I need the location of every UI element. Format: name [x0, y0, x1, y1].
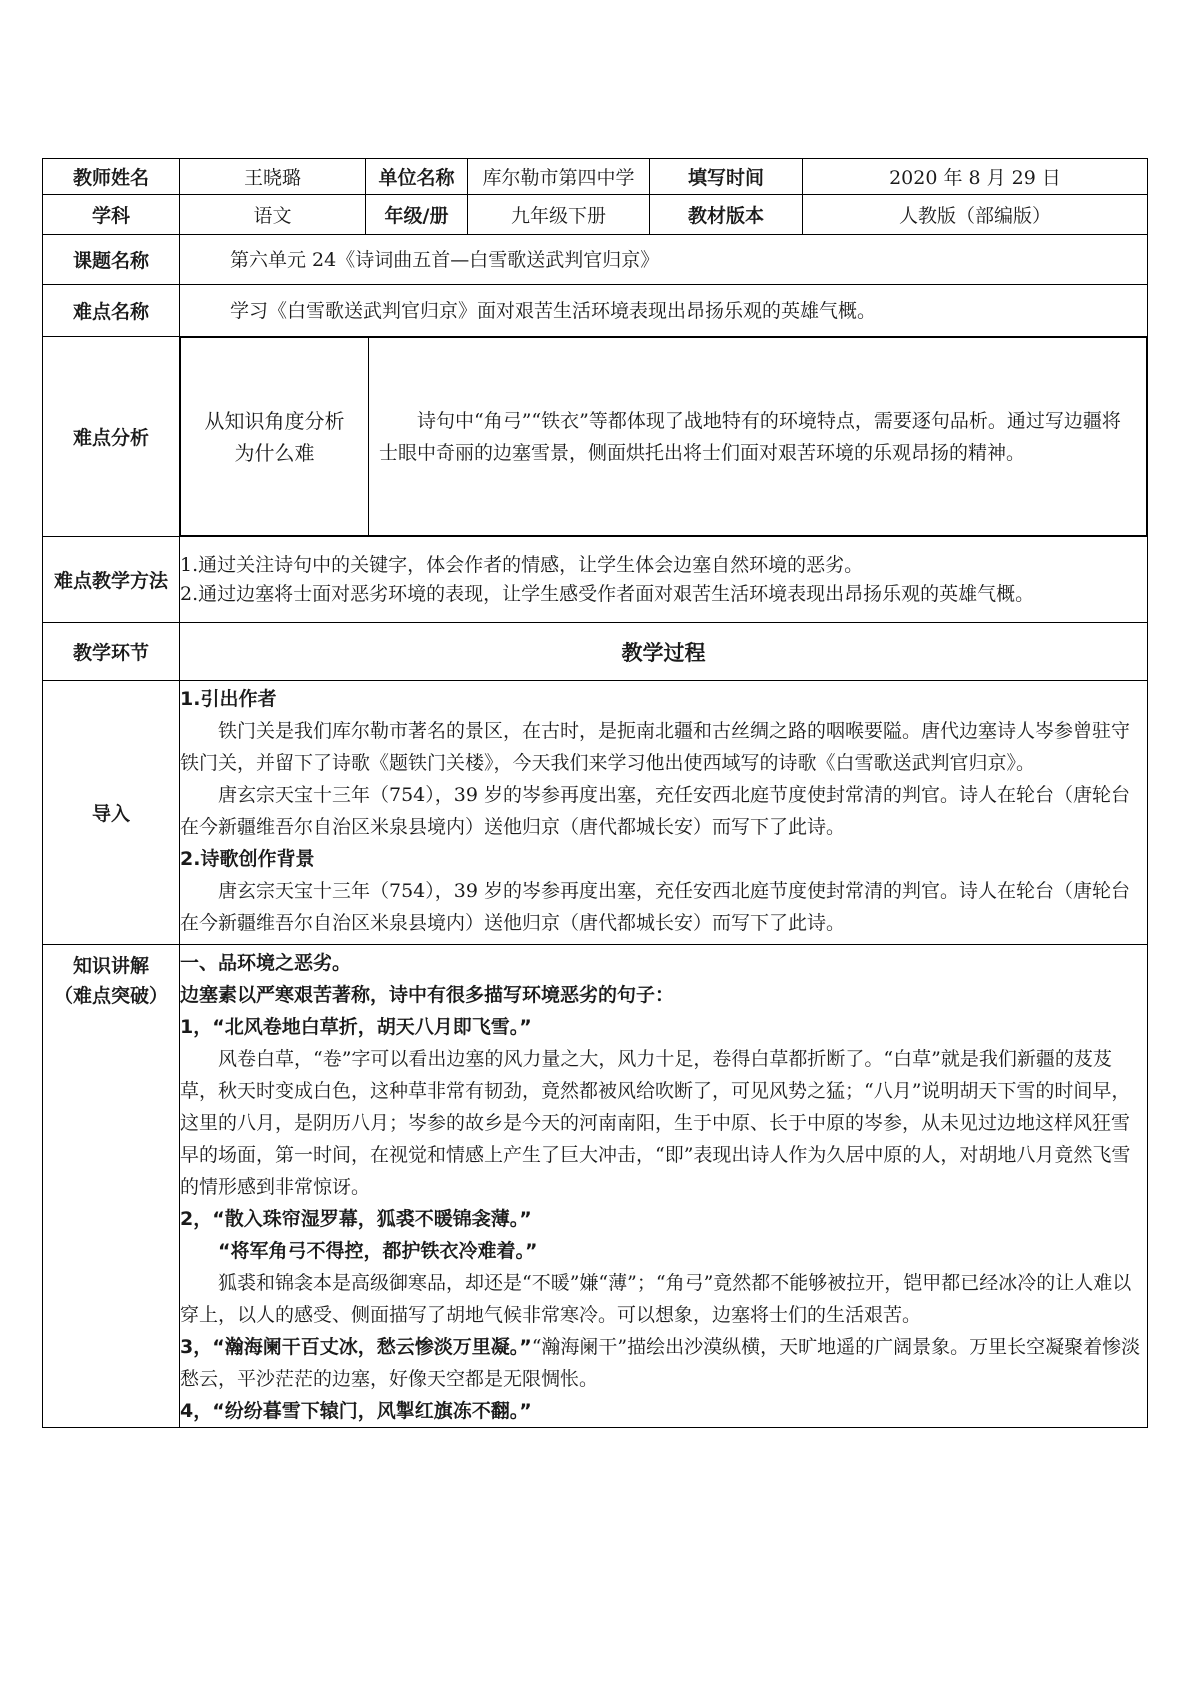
- intro-paragraph-1: 铁门关是我们库尔勒市著名的景区，在古时，是扼南北疆和古丝绸之路的咽喉要隘。唐代边塞诗人岑参曾驻守铁门关，并留下了诗歌《题铁门关楼》，今天我们来学习他出使西域写的诗歌《白雪歌送武判官归京》。: [180, 720, 1131, 774]
- knowledge-paragraph-2: 狐裘和锦衾本是高级御寒品，却还是“不暖”嫌“薄”；“角弓”竟然都不能够被拉开，铠甲都已经冰冷的让人难以穿上，以人的感受、侧面描写了胡地气候非常寒冷。可以想象，边塞将士们的生活艰苦。: [180, 1272, 1132, 1326]
- difficulty-row: [43, 285, 1148, 337]
- knowledge-heading-1: 一、品环境之恶劣。: [180, 952, 352, 974]
- grade-value: 九年级下册: [468, 195, 650, 235]
- analysis-label: 难点分析: [43, 337, 180, 537]
- process-header-label: 教学环节: [43, 623, 180, 681]
- date-label: 填写时间: [650, 159, 803, 195]
- knowledge-label-line-1: 知识讲解: [72, 955, 149, 977]
- subject-value: 语文: [180, 195, 366, 235]
- header-row-2: [43, 195, 1148, 235]
- intro-label: 导入: [43, 681, 180, 945]
- knowledge-quote-1: 1，“北风卷地白草折，胡天八月即飞雪。”: [180, 1016, 532, 1038]
- knowledge-quote-4: 4，“纷纷暮雪下辕门，风掣红旗冻不翻。”: [180, 1400, 532, 1422]
- method-row: [43, 537, 1148, 623]
- unit-label: 单位名称: [366, 159, 468, 195]
- intro-heading-1: 1.引出作者: [180, 688, 277, 710]
- topic-label: 课题名称: [43, 235, 180, 285]
- header-row-1: [43, 159, 1148, 195]
- intro-paragraph-2: 唐玄宗天宝十三年（754），39 岁的岑参再度出塞，充任安西北庭节度使封常清的判官。诗人在轮台（唐轮台在今新疆维吾尔自治区米泉县境内）送他归京（唐代都城长安）而写下了此诗。: [180, 784, 1130, 838]
- knowledge-paragraph-3: “瀚海阑干”描绘出沙漠纵横，天旷地遥的广阔景象。万里长空凝聚着惨淡愁云，平沙茫茫的边塞，好像天空都是无限惆怅。: [180, 1336, 1141, 1390]
- teacher-label: 教师姓名: [43, 159, 180, 195]
- knowledge-paragraph-1: 风卷白草，“卷”字可以看出边塞的风力量之大，风力十足，卷得白草都折断了。“白草”就是我们新疆的芨芨草，秋天时变成白色，这种草非常有韧劲，竟然都被风给吹断了，可见风势之猛；“八月”说明胡天下雪的时间早，这里的八月，是阴历八月；岑参的故乡是今天的河南南阳，生于中原、长于中原的岑参，从未见过边地这样风狂雪早的场面，第一时间，在视觉和情感上产生了巨大冲击，“即”表现出诗人作为久居中原的人，对胡地八月竟然飞雪的情形感到非常惊讶。: [180, 1048, 1131, 1198]
- grade-label: 年级/册: [366, 195, 468, 235]
- intro-row: [43, 681, 1148, 945]
- analysis-text: 诗句中“角弓”“铁衣”等都体现了战地特有的环境特点，需要逐句品析。通过写边疆将士眼中奇丽的边塞雪景，侧面烘托出将士们面对艰苦环境的乐观昂扬的精神。: [369, 338, 1147, 536]
- process-header-value: 教学过程: [180, 623, 1148, 681]
- method-label: 难点教学方法: [43, 537, 180, 623]
- unit-value: 库尔勒市第四中学: [468, 159, 650, 195]
- edition-label: 教材版本: [650, 195, 803, 235]
- analysis-inner: [180, 337, 1147, 536]
- difficulty-value: 学习《白雪歌送武判官归京》面对艰苦生活环境表现出昂扬乐观的英雄气概。: [180, 285, 1148, 337]
- knowledge-quote-2a: 2，“散入珠帘湿罗幕，狐裘不暖锦衾薄。”: [180, 1208, 532, 1230]
- date-value: 2020 年 8 月 29 日: [803, 159, 1148, 195]
- teacher-value: 王晓璐: [180, 159, 366, 195]
- knowledge-heading-2: 边塞素以严寒艰苦著称，诗中有很多描写环境恶劣的句子：: [180, 984, 675, 1006]
- intro-heading-2: 2.诗歌创作背景: [180, 848, 315, 870]
- knowledge-label-line-2: （难点突破）: [53, 985, 168, 1007]
- difficulty-label: 难点名称: [43, 285, 180, 337]
- process-header-row: [43, 623, 1148, 681]
- subject-label: 学科: [43, 195, 180, 235]
- topic-value: 第六单元 24《诗词曲五首—白雪歌送武判官归京》: [180, 235, 1148, 285]
- lesson-plan-table: [42, 158, 1148, 1428]
- analysis-sub-label: 从知识角度分析为什么难: [181, 338, 369, 536]
- knowledge-quote-3-line: [180, 1331, 1147, 1395]
- method-line-1: 1.通过关注诗句中的关键字，体会作者的情感，让学生体会边塞自然环境的恶劣。: [180, 553, 864, 576]
- knowledge-row: [43, 945, 1148, 1428]
- intro-paragraph-3: 唐玄宗天宝十三年（754），39 岁的岑参再度出塞，充任安西北庭节度使封常清的判官。诗人在轮台（唐轮台在今新疆维吾尔自治区米泉县境内）送他归京（唐代都城长安）而写下了此诗。: [180, 880, 1130, 934]
- knowledge-quote-3: 3，“瀚海阑干百丈冰，愁云惨淡万里凝。”: [180, 1336, 532, 1358]
- method-line-2: 2.通过边塞将士面对恶劣环境的表现，让学生感受作者面对艰苦生活环境表现出昂扬乐观的英雄气概。: [180, 582, 1035, 605]
- knowledge-quote-2b: “将军角弓不得控，都护铁衣冷难着。”: [218, 1240, 538, 1262]
- topic-row: [43, 235, 1148, 285]
- analysis-row: [43, 337, 1148, 537]
- edition-value: 人教版（部编版）: [803, 195, 1148, 235]
